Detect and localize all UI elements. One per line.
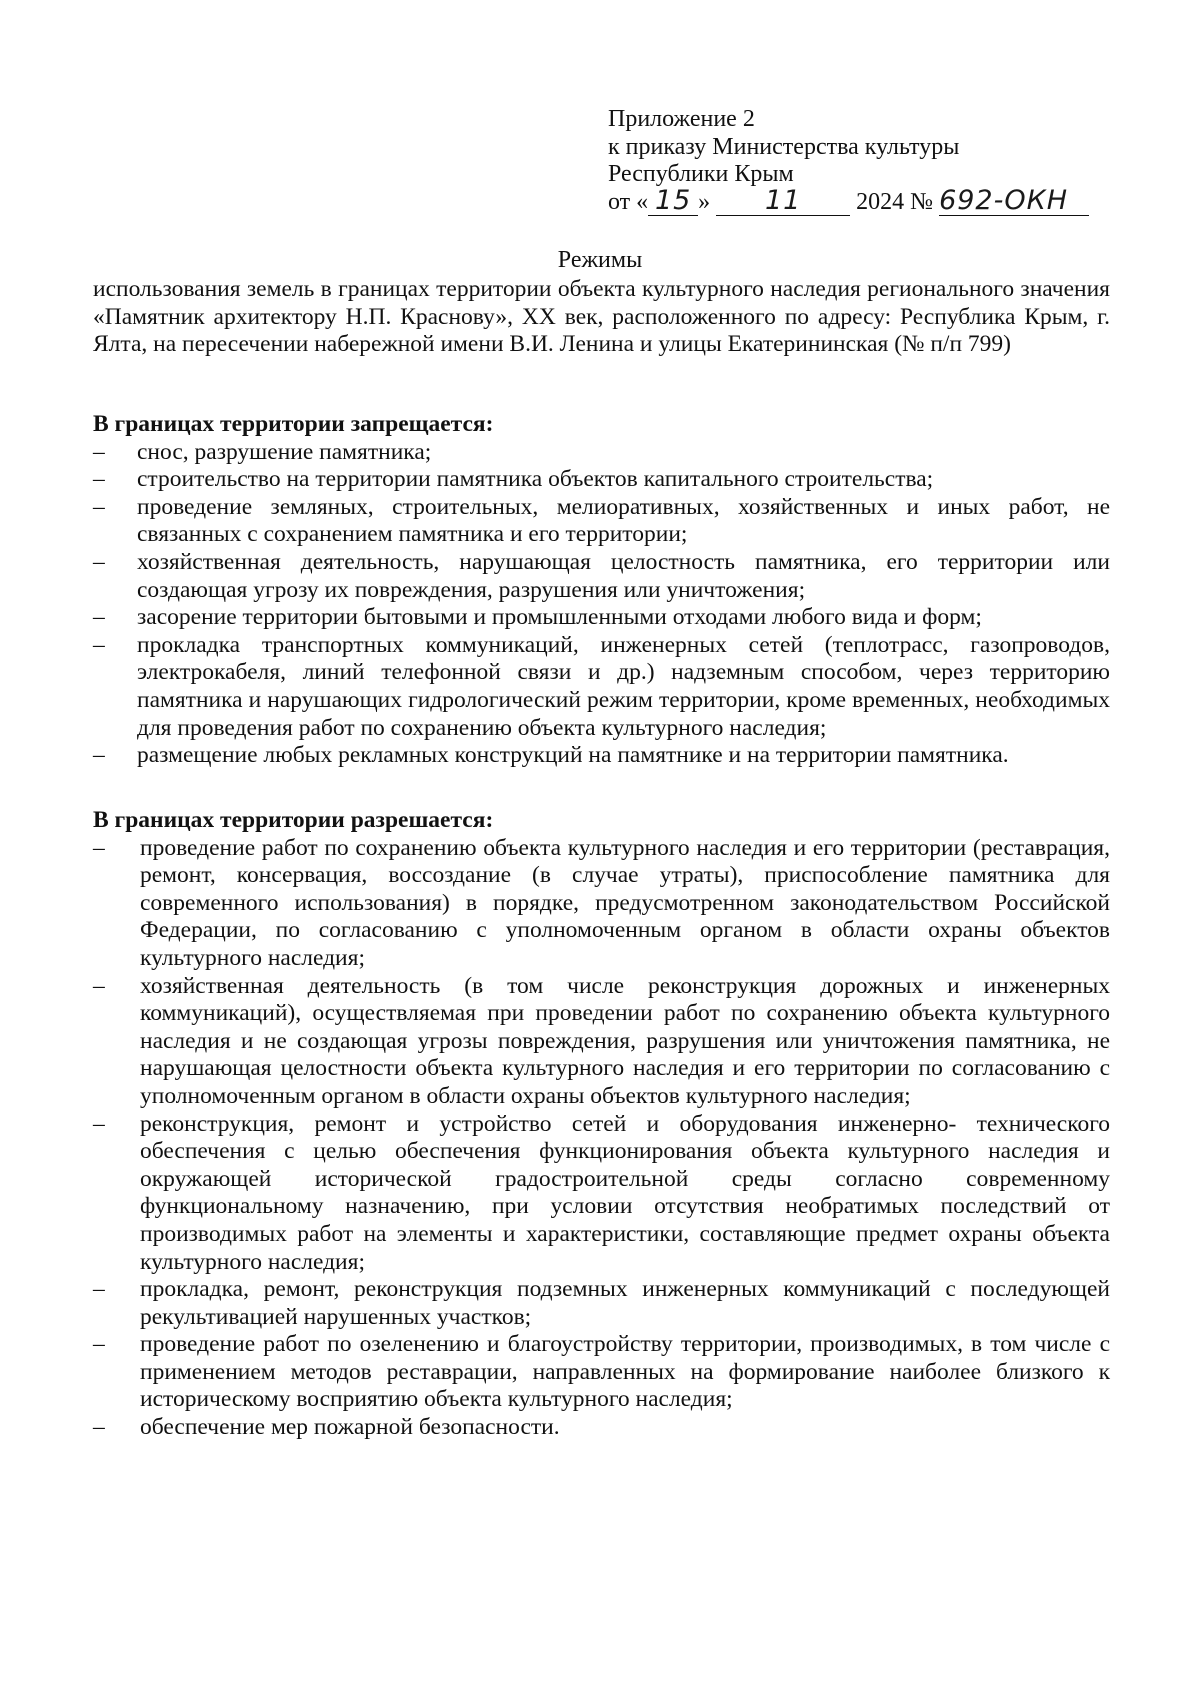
document-subtitle: использования земель в границах территории объекта культурного наследия регионального значения «Памятник архитектору Н.П. Краснову», XX век, расположенного по адресу: Республика Крым, г. Ялта, на пересечении набережной имени В.И. Ленина и улицы Екатерининская (№ п/п 799) [93,276,1110,358]
prohibited-heading: В границах территории запрещается: [93,411,494,437]
list-item-text: размещение любых рекламных конструкций на памятнике и на территории памятника. [137,742,1009,769]
list-item-text: реконструкция, ремонт и устройство сетей и оборудования инженерно- технического обеспечения с целью обеспечения функционирования объекта культурного наследия и окружающей исторической градостроительной среды согласно современному функциональному назначению, при условии отсутствия необратимых последствий от производимых работ на элементы и характеристики, составляющие предмет охраны объекта культурного наследия; [140,1110,1110,1275]
dash-bullet: – [93,742,105,769]
list-item [93,1414,1110,1442]
month-handwritten: 11 [764,185,802,217]
dash-bullet: – [93,1110,105,1137]
list-item-text: хозяйственная деятельность, нарушающая целостность памятника, его территории или создающая угрозу их повреждения, разрушения или уничтожения; [137,548,1110,603]
list-item-text: проведение земляных, строительных, мелиоративных, хозяйственных и иных работ, не связанных с сохранением памятника и его территории; [137,493,1110,548]
dash-bullet: – [93,466,105,493]
list-item-text: проведение работ по сохранению объекта культурного наследия и его территории (реставрация, ремонт, консервация, воссоздание (в случае утраты), приспособление памятника для современного использования) в порядке, предусмотренном законодательством Российской Федерации, по согласованию с уполномоченным органом в области охраны объектов культурного наследия; [140,834,1110,971]
dash-bullet: – [93,1276,105,1303]
list-item [93,466,1110,494]
dash-bullet: – [93,604,105,631]
dash-bullet: – [93,1331,105,1358]
list-item [93,1331,1110,1414]
list-item [93,632,1110,742]
allowed-heading: В границах территории разрешается: [93,807,494,833]
month-field [716,185,850,217]
allowed-list [93,835,1110,1442]
list-item [93,1276,1110,1331]
dash-bullet: – [93,631,105,658]
dash-bullet: – [93,493,105,520]
allowed-section [93,807,1110,1442]
appendix-number: Приложение 2 [608,106,755,132]
list-item [93,742,1110,770]
day-field [648,185,698,217]
order-date-line [608,185,1168,217]
list-item-text: строительство на территории памятника объектов капитального строительства; [137,466,934,493]
prohibited-list [93,439,1110,770]
list-item-text: снос, разрушение памятника; [137,438,432,465]
list-item [93,835,1110,973]
ministry-region: Республики Крым [608,161,794,188]
list-item [93,1111,1110,1277]
date-close-quote: » [698,188,711,215]
dash-bullet: – [93,972,105,999]
year-label: 2024 № [856,188,934,215]
list-item [93,439,1110,467]
dash-bullet: – [93,1414,105,1441]
order-reference: к приказу Министерства культуры [608,133,960,160]
prohibited-section [93,411,1110,770]
order-number-handwritten: 692-ОКН [939,185,1069,217]
dash-bullet: – [93,834,105,861]
list-item-text: прокладка, ремонт, реконструкция подземных инженерных коммуникаций с последующей рекультивацией нарушенных участков; [140,1276,1110,1330]
date-prefix: от « [608,188,649,215]
day-handwritten: 15 [654,185,692,217]
appendix-header [608,106,1168,216]
list-item [93,549,1110,604]
list-item-text: прокладка транспортных коммуникаций, инженерных сетей (теплотрасс, газопроводов, электрокабеля, линий телефонной связи и др.) надземным способом, через территорию памятника и нарушающих гидрологический режим территории, кроме временных, необходимых для проведения работ по сохранению объекта культурного наследия; [137,631,1110,741]
document-title: Режимы [557,247,643,273]
list-item [93,604,1110,632]
list-item-text: хозяйственная деятельность (в том числе реконструкция дорожных и инженерных коммуникаций), осуществляемая при проведении работ по сохранению объекта культурного наследия и не создающая угрозы повреждения, разрушения или уничтожения памятника, не нарушающая целостности объекта культурного наследия и его территории по согласованию с уполномоченным органом в области охраны объектов культурного наследия; [140,972,1110,1109]
order-number-field [939,185,1089,217]
list-item-text: проведение работ по озеленению и благоустройству территории, производимых, в том числе с применением методов реставрации, направленных на формирование наиболее близкого к историческому восприятию объекта культурного наследия; [140,1331,1110,1413]
list-item-text: обеспечение мер пожарной безопасности. [140,1414,560,1441]
dash-bullet: – [93,438,105,465]
dash-bullet: – [93,548,105,575]
list-item [93,973,1110,1111]
list-item-text: засорение территории бытовыми и промышленными отходами любого вида и форм; [137,604,982,631]
list-item [93,494,1110,549]
